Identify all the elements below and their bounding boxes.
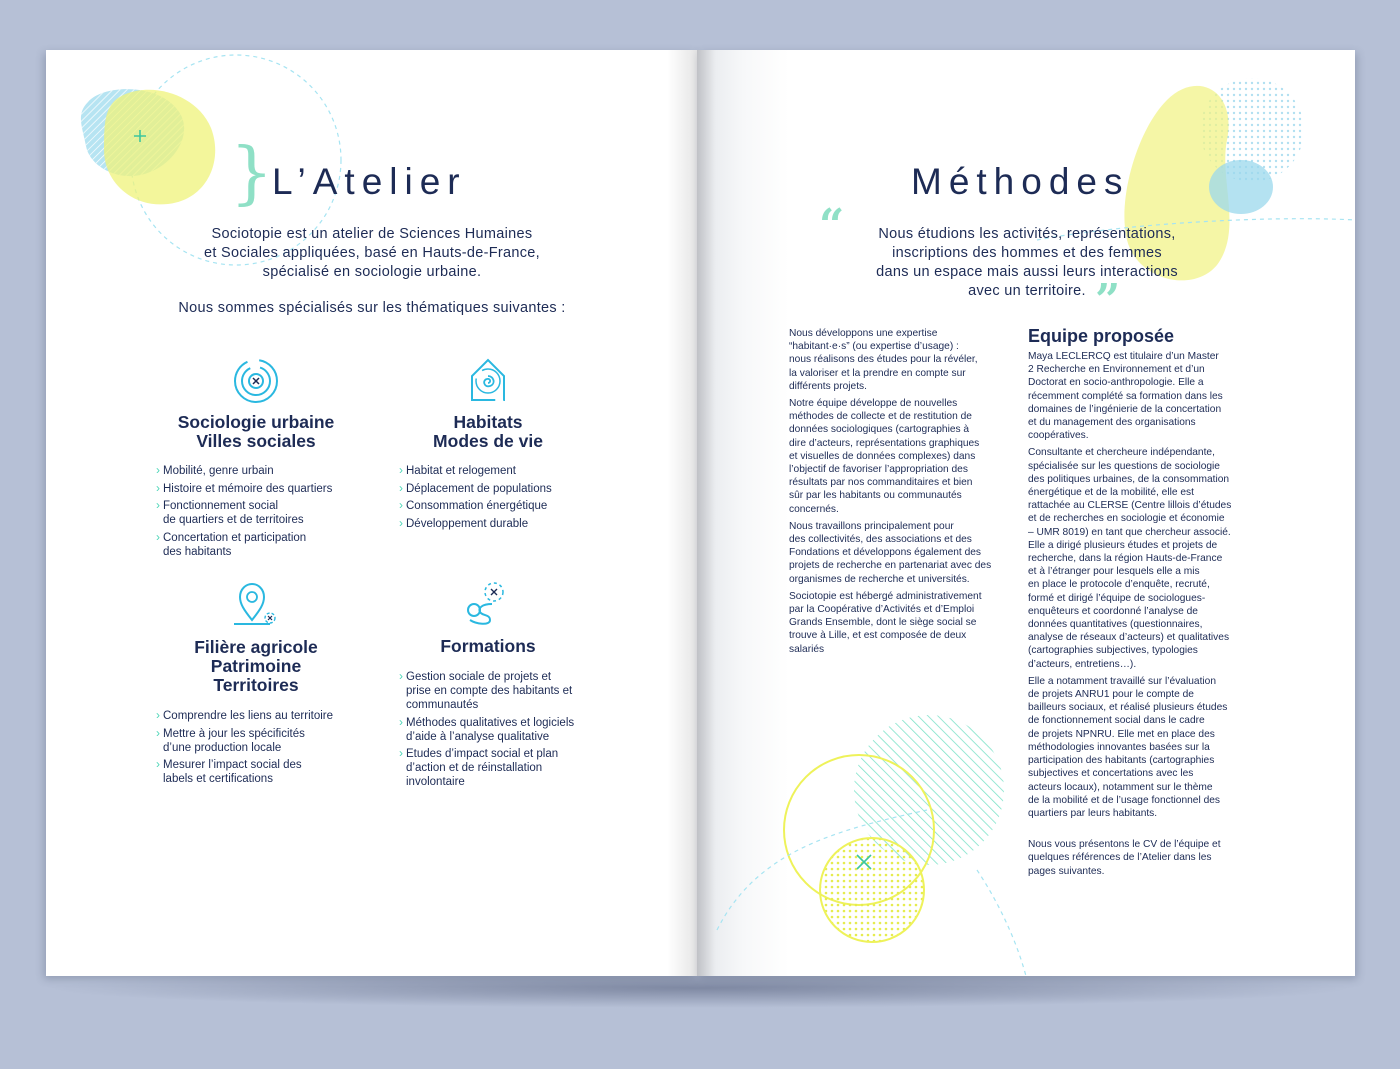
- topic-title-filiere: [146, 638, 366, 695]
- topic-title-line: Villes sociales: [196, 431, 316, 451]
- paragraph: Notre équipe développe de nouvelles méthodes de collecte et de restitution de données sociologiques (cartographies à dire d’acteurs, représentations graphiques et visuelles de données complexes) dans l’objectif de favoriser l’appropriation des résultats par nos commanditaires et bien sûr par les habitants ou communautés concernés.: [789, 398, 980, 515]
- intro-text: [142, 225, 602, 282]
- paragraph: Elle a notamment travaillé sur l’évaluation de projets ANRU1 pour le compte de bailleurs sociaux, et réalisé plusieurs études de fonctionnement social dans le cadre de projets NPNRU. Elle met en place des méthodologies innovantes basées sur la participation des habitants (cartographies subjectives et concertations avec les acteurs locaux), notamment sur le thème de la mobilité et de l’usage fonctionnel des quartiers par leurs habitants.: [1028, 675, 1228, 819]
- paragraph: Maya LECLERCQ est titulaire d’un Master 2 Recherche en Environnement et d’un Doctorat en socio-anthropologie. Elle a récemment complété sa formation dans les domaines de l’ingénierie de la concertation et du management des organisations coopératives.: [1028, 351, 1223, 442]
- team-column: [1028, 350, 1258, 882]
- list-item: › Histoire et mémoire des quartiers: [156, 482, 356, 496]
- list-item: › Méthodes qualitatives et logiciels d’aide à l’analyse qualitative: [399, 716, 609, 744]
- quote-line: dans un espace mais aussi leurs interactions: [876, 264, 1178, 280]
- list-item: › Gestion sociale de projets et prise en compte des habitants et communautés: [399, 670, 609, 712]
- topic-title-line: Sociologie urbaine: [177, 412, 335, 432]
- paragraph: Consultante et chercheure indépendante, spécialisée sur les questions de sociologie des politiques urbaines, de la consommation énergétique et de la mobilité, elle est rattachée au CLERSE (Centre lillois d’études et de recherches en sociologie et économie – UMR 8019) en tant que chercheur associé. Elle a dirigé plusieurs études et projets de recherche, dans la région Hauts-de-France et à l’étranger pour lesquels elle a mis en place le protocole d’enquête, recruté, formé et dirigé l’équipe de sociologues- enquêteurs et coordonné l’analyse de données quantitatives (questionnaires, analyse de réseaux d’acteurs) et qualitatives (cartographies subjectives, typologies d’acteurs, entretiens…).: [1028, 447, 1232, 670]
- topic-title-formations: [378, 637, 598, 656]
- right-page: [697, 50, 1355, 976]
- themes-subtitle: Nous sommes spécialisés sur les thématiques suivantes :: [178, 300, 566, 316]
- list-item: › Déplacement de populations: [399, 482, 599, 496]
- close-quote-icon: ”: [1095, 275, 1121, 326]
- target-icon: [230, 356, 282, 406]
- list-item: › Mobilité, genre urbain: [156, 464, 356, 478]
- quote-line: inscriptions des hommes et des femmes: [892, 245, 1162, 261]
- methods-column: [789, 327, 1019, 660]
- map-pin-icon: [230, 580, 282, 630]
- house-spiral-icon: [464, 354, 512, 406]
- list-item: › Développement durable: [399, 517, 599, 531]
- topic-list-habitats: [399, 464, 599, 534]
- topic-list-filiere: [156, 709, 356, 790]
- list-item: › Etudes d’impact social et plan d’action et de réinstallation involontaire: [399, 747, 609, 789]
- topic-title-line: Filière agricole: [194, 637, 318, 657]
- topic-title-line: Territoires: [213, 675, 299, 695]
- list-item: › Habitat et relogement: [399, 464, 599, 478]
- topic-title-line: Formations: [440, 636, 536, 656]
- team-heading: Equipe proposée: [1028, 326, 1175, 346]
- paragraph: Nous développons une expertise “habitant·e·s” (ou expertise d’usage) : nous réalisons des études pour la révéler, la valoriser et la prendre en compte sur différents projets.: [789, 328, 978, 392]
- topic-title-line: Patrimoine: [210, 656, 302, 676]
- quote-line: Nous étudions les activités, représentations,: [878, 226, 1176, 242]
- brace-ornament: }: [230, 134, 274, 213]
- quote-line: avec un territoire.: [968, 283, 1086, 299]
- quote-text: [837, 225, 1217, 301]
- list-item: › Mettre à jour les spécificités d’une production locale: [156, 727, 356, 755]
- intro-line: spécialisé en sociologie urbaine.: [262, 264, 482, 280]
- open-quote-icon: “: [819, 200, 845, 251]
- topic-list-formations: [399, 670, 609, 793]
- paragraph: Nous travaillons principalement pour des collectivités, des associations et des Fondations et développons également des projets de recherche en partenariat avec des organismes de recherche et universités.: [789, 520, 992, 585]
- topic-list-sociologie: [156, 464, 356, 562]
- left-page: [46, 50, 697, 976]
- list-item: › Fonctionnement social de quartiers et de territoires: [156, 499, 356, 527]
- page-title: L’Atelier: [272, 161, 467, 202]
- topic-title-habitats: [378, 413, 598, 451]
- intro-line: et Sociales appliquées, basé en Hauts-de-France,: [203, 245, 540, 261]
- list-item: › Consommation énergétique: [399, 499, 599, 513]
- topic-title-sociologie: [146, 413, 366, 451]
- paragraph: Nous vous présentons le CV de l’équipe et quelques références de l’Atelier dans les pages suivantes.: [1028, 839, 1221, 877]
- topic-title-line: Habitats: [453, 412, 523, 432]
- list-item: › Mesurer l’impact social des labels et certifications: [156, 758, 356, 786]
- paragraph: Sociotopie est hébergé administrativement par la Coopérative d’Activités et d’Emploi Grands Ensemble, dont le siège social se trouve à Lille, et est composée de deux salariés: [789, 590, 982, 655]
- page-title: Méthodes: [911, 161, 1130, 202]
- topic-title-line: Modes de vie: [433, 431, 543, 451]
- list-item: › Comprendre les liens au territoire: [156, 709, 356, 723]
- list-item: › Concertation et participation des habitants: [156, 531, 356, 559]
- intro-line: Sociotopie est un atelier de Sciences Humaines: [211, 226, 533, 242]
- path-route-icon: [460, 578, 516, 630]
